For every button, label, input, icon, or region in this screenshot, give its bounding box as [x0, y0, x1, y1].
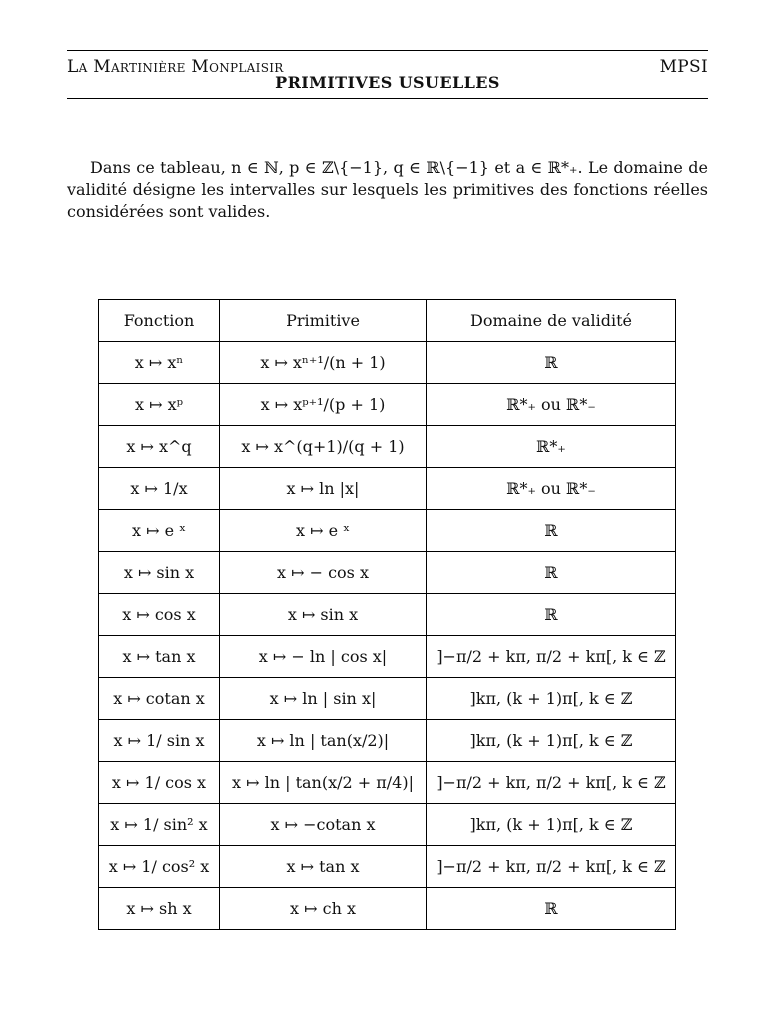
table-row: [99, 846, 676, 888]
cell-primitive: x ↦ xⁿ⁺¹/(n + 1): [220, 342, 427, 384]
cell-primitive: x ↦ xᵖ⁺¹/(p + 1): [220, 384, 427, 426]
table-row: [99, 594, 676, 636]
cell-domaine: ℝ*₊ ou ℝ*₋: [427, 384, 676, 426]
cell-fonction: x ↦ sh x: [99, 888, 220, 930]
page-title: PRIMITIVES USUELLES: [67, 73, 708, 99]
table-row: [99, 468, 676, 510]
cell-fonction: x ↦ 1/x: [99, 468, 220, 510]
cell-domaine: ℝ*₊: [427, 426, 676, 468]
cell-fonction: x ↦ sin x: [99, 552, 220, 594]
cell-domaine: ]kπ, (k + 1)π[, k ∈ ℤ: [427, 720, 676, 762]
class-name: MPSI: [659, 57, 708, 77]
table-row: [99, 510, 676, 552]
cell-fonction: x ↦ tan x: [99, 636, 220, 678]
cell-domaine: ]−π/2 + kπ, π/2 + kπ[, k ∈ ℤ: [427, 636, 676, 678]
cell-primitive: x ↦ tan x: [220, 846, 427, 888]
cell-fonction: x ↦ cos x: [99, 594, 220, 636]
cell-primitive: x ↦ ln | tan(x/2)|: [220, 720, 427, 762]
cell-fonction: x ↦ 1/ sin x: [99, 720, 220, 762]
cell-domaine: ]kπ, (k + 1)π[, k ∈ ℤ: [427, 678, 676, 720]
table-row: [99, 636, 676, 678]
cell-fonction: x ↦ xᵖ: [99, 384, 220, 426]
cell-primitive: x ↦ ln | sin x|: [220, 678, 427, 720]
table-row: [99, 552, 676, 594]
cell-fonction: x ↦ xⁿ: [99, 342, 220, 384]
table-header-row: [99, 300, 676, 342]
cell-primitive: x ↦ e ˣ: [220, 510, 427, 552]
table-row: [99, 384, 676, 426]
table-row: [99, 888, 676, 930]
cell-primitive: x ↦ −cotan x: [220, 804, 427, 846]
cell-primitive: x ↦ ln | tan(x/2 + π/4)|: [220, 762, 427, 804]
table-row: [99, 426, 676, 468]
cell-domaine: ]−π/2 + kπ, π/2 + kπ[, k ∈ ℤ: [427, 762, 676, 804]
cell-primitive: x ↦ sin x: [220, 594, 427, 636]
cell-domaine: ℝ: [427, 888, 676, 930]
cell-domaine: ℝ*₊ ou ℝ*₋: [427, 468, 676, 510]
cell-fonction: x ↦ 1/ cos x: [99, 762, 220, 804]
table-row: [99, 342, 676, 384]
intro-paragraph: Dans ce tableau, n ∈ ℕ, p ∈ ℤ\{−1}, q ∈ ℝ\{−1} et a ∈ ℝ*₊. Le domaine de validité désigne les intervalles sur lesquels les primitives des fonctions réelles considérées sont valides.: [67, 158, 708, 221]
cell-fonction: x ↦ e ˣ: [99, 510, 220, 552]
header-fonction: Fonction: [99, 300, 220, 342]
cell-domaine: ]−π/2 + kπ, π/2 + kπ[, k ∈ ℤ: [427, 846, 676, 888]
cell-domaine: ℝ: [427, 342, 676, 384]
cell-domaine: ℝ: [427, 594, 676, 636]
cell-domaine: ]kπ, (k + 1)π[, k ∈ ℤ: [427, 804, 676, 846]
cell-primitive: x ↦ ln |x|: [220, 468, 427, 510]
table-row: [99, 678, 676, 720]
cell-fonction: x ↦ 1/ cos² x: [99, 846, 220, 888]
cell-primitive: x ↦ − cos x: [220, 552, 427, 594]
cell-domaine: ℝ: [427, 552, 676, 594]
cell-fonction: x ↦ cotan x: [99, 678, 220, 720]
school-name: La Martinière Monplaisir: [67, 57, 284, 77]
cell-fonction: x ↦ 1/ sin² x: [99, 804, 220, 846]
cell-fonction: x ↦ x^q: [99, 426, 220, 468]
table-row: [99, 720, 676, 762]
cell-primitive: x ↦ x^(q+1)/(q + 1): [220, 426, 427, 468]
header-domaine: Domaine de validité: [427, 300, 676, 342]
cell-primitive: x ↦ ch x: [220, 888, 427, 930]
table-row: [99, 762, 676, 804]
cell-domaine: ℝ: [427, 510, 676, 552]
header-primitive: Primitive: [220, 300, 427, 342]
table-body: [99, 342, 676, 930]
primitives-table: [98, 299, 676, 930]
table-row: [99, 804, 676, 846]
cell-primitive: x ↦ − ln | cos x|: [220, 636, 427, 678]
